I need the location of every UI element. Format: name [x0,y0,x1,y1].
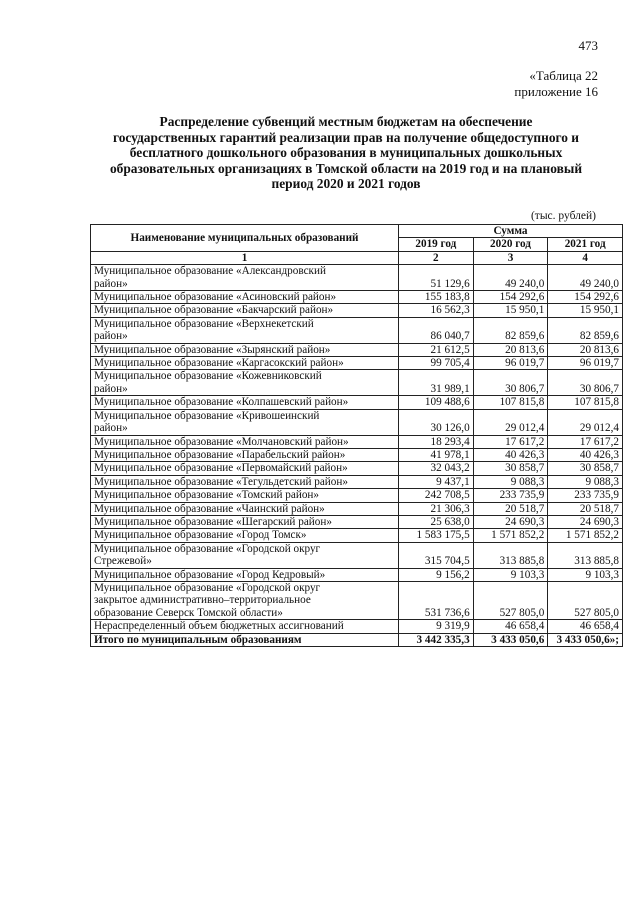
amount-2021: 107 815,8 [548,396,623,409]
amount-2021: 15 950,1 [548,304,623,317]
municipality-name-line: район» [94,422,128,435]
municipality-name-line: Муниципальное образование «Молчановский район» [94,435,349,448]
municipality-name [91,448,399,461]
table-row [91,462,623,475]
amount-2020: 527 805,0 [473,581,548,619]
municipality-name-line: Муниципальное образование «Город Кедровый» [94,568,326,581]
municipality-name [91,489,399,502]
table-row [91,265,623,291]
amount-2021: 30 806,7 [548,370,623,396]
column-index: 4 [548,251,623,264]
title-line: период 2020 и 2021 годов [271,176,421,192]
municipality-name-line: район» [94,382,128,395]
municipality-name-line: Муниципальное образование «Каргасокский район» [94,357,344,370]
header-sum: Сумма [399,225,623,238]
municipality-name-line: Муниципальное образование «Городской округ [94,542,321,555]
table-row [91,409,623,435]
municipality-name-line: Муниципальное образование «Александровский [94,265,326,278]
amount-2021: 82 859,6 [548,317,623,343]
table-row [91,304,623,317]
municipality-name-line: Муниципальное образование «Город Томск» [94,529,307,542]
municipality-name [91,396,399,409]
document-title [88,114,604,192]
amount-2019: 32 043,2 [399,462,474,475]
amount-2019: 41 978,1 [399,448,474,461]
municipality-name-line: Муниципальное образование «Тегульдетский район» [94,475,348,488]
amount-2019: 16 562,3 [399,304,474,317]
municipality-name [91,475,399,488]
municipality-name-line: Стрежевой» [94,555,152,568]
table-row [91,568,623,581]
amount-2020: 9 088,3 [473,475,548,488]
amount-2019: 30 126,0 [399,409,474,435]
municipality-name-line: Муниципальное образование «Асиновский район» [94,291,337,304]
amount-2020: 1 571 852,2 [473,529,548,542]
amount-2020: 82 859,6 [473,317,548,343]
amount-2020: 154 292,6 [473,291,548,304]
municipality-name [91,542,399,568]
municipality-name-line: Муниципальное образование «Зырянский район» [94,343,331,356]
table-row [91,502,623,515]
total-label: Итого по муниципальным образованиям [91,633,399,646]
table-row [91,529,623,542]
municipality-name-line: Муниципальное образование «Томский район» [94,489,319,502]
table-row [91,343,623,356]
municipality-name-line: район» [94,330,128,343]
amount-2019: 31 989,1 [399,370,474,396]
amount-2019: 1 583 175,5 [399,529,474,542]
municipality-name [91,409,399,435]
units-label: (тыс. рублей) [530,210,596,222]
municipality-name [91,317,399,343]
column-index: 1 [91,251,399,264]
municipality-name [91,291,399,304]
amount-2020: 29 012,4 [473,409,548,435]
total-2019: 3 442 335,3 [399,633,474,646]
table-row [91,357,623,370]
amount-2020: 17 617,2 [473,435,548,448]
amount-2019: 109 488,6 [399,396,474,409]
amount-2019: 25 638,0 [399,515,474,528]
table-row [91,515,623,528]
page-number: 473 [578,38,598,53]
title-line: бесплатного дошкольного образования в муниципальных дошкольных [129,145,563,161]
amount-2020: 9 103,3 [473,568,548,581]
municipality-name-line: Муниципальное образование «Городской округ [94,581,321,594]
municipality-name [91,265,399,291]
amount-2020: 15 950,1 [473,304,548,317]
municipality-name-line: образование Северск Томской области» [94,606,283,619]
amount-2021: 46 658,4 [548,620,623,633]
amount-2020: 46 658,4 [473,620,548,633]
table-row [91,370,623,396]
municipality-name [91,502,399,515]
municipality-name [91,568,399,581]
amount-2020: 24 690,3 [473,515,548,528]
reference-table-label: «Таблица 22 [529,68,598,83]
municipality-name-line: район» [94,277,128,290]
municipality-name [91,529,399,542]
amount-2021: 9 088,3 [548,475,623,488]
municipality-name-line: Муниципальное образование «Парабельский район» [94,448,346,461]
table-row [91,448,623,461]
amount-2019: 51 129,6 [399,265,474,291]
amount-2021: 40 426,3 [548,448,623,461]
amount-2019: 315 704,5 [399,542,474,568]
amount-2020: 20 518,7 [473,502,548,515]
table-reference [514,68,598,100]
amount-2020: 313 885,8 [473,542,548,568]
column-index: 2 [399,251,474,264]
title-line: Распределение субвенций местным бюджетам на обеспечение [159,114,533,129]
title-line: государственных гарантий реализации прав на получение общедоступного и [112,129,580,145]
municipality-name-line: Муниципальное образование «Бакчарский район» [94,304,334,317]
total-row [91,633,623,646]
amount-2021: 9 103,3 [548,568,623,581]
municipality-name-line: Муниципальное образование «Кожевниковский [94,370,322,383]
amount-2021: 30 858,7 [548,462,623,475]
municipality-name [91,435,399,448]
municipality-name [91,620,399,633]
amount-2021: 96 019,7 [548,357,623,370]
table-row [91,435,623,448]
amount-2019: 9 156,2 [399,568,474,581]
municipality-name-line: Муниципальное образование «Кривошеинский [94,409,320,422]
municipality-name-line: Муниципальное образование «Верхнекетский [94,317,314,330]
amount-2019: 9 319,9 [399,620,474,633]
table-row [91,620,623,633]
amount-2019: 21 306,3 [399,502,474,515]
amount-2019: 18 293,4 [399,435,474,448]
amount-2021: 24 690,3 [548,515,623,528]
amount-2021: 17 617,2 [548,435,623,448]
amount-2020: 30 806,7 [473,370,548,396]
table-row [91,489,623,502]
amount-2020: 20 813,6 [473,343,548,356]
municipality-name-line: Муниципальное образование «Чаинский район» [94,502,325,515]
amount-2021: 527 805,0 [548,581,623,619]
column-index: 3 [473,251,548,264]
municipality-name [91,343,399,356]
amount-2019: 242 708,5 [399,489,474,502]
total-2021: 3 433 050,6»; [548,633,623,646]
municipality-name-line: закрытое административно–территориальное [94,594,311,607]
header-year-2019: 2019 год [399,238,474,251]
subsidy-table [90,224,623,647]
municipality-name-line: Муниципальное образование «Первомайский район» [94,462,348,475]
municipality-name [91,357,399,370]
amount-2019: 9 437,1 [399,475,474,488]
municipality-name-line: Муниципальное образование «Колпашевский район» [94,396,349,409]
amount-2021: 20 813,6 [548,343,623,356]
amount-2019: 155 183,8 [399,291,474,304]
table-row [91,291,623,304]
amount-2020: 40 426,3 [473,448,548,461]
total-2020: 3 433 050,6 [473,633,548,646]
reference-appendix-label: приложение 16 [514,84,598,99]
amount-2020: 49 240,0 [473,265,548,291]
amount-2021: 154 292,6 [548,291,623,304]
header-year-2020: 2020 год [473,238,548,251]
amount-2020: 233 735,9 [473,489,548,502]
amount-2020: 107 815,8 [473,396,548,409]
table-row [91,317,623,343]
amount-2019: 86 040,7 [399,317,474,343]
table-body [91,265,623,633]
amount-2021: 1 571 852,2 [548,529,623,542]
amount-2020: 30 858,7 [473,462,548,475]
table-row [91,475,623,488]
municipality-name [91,462,399,475]
municipality-name [91,370,399,396]
amount-2019: 531 736,6 [399,581,474,619]
amount-2021: 20 518,7 [548,502,623,515]
municipality-name-line: Муниципальное образование «Шегарский район» [94,515,332,528]
title-line: образовательных организациях в Томской области на 2019 год и на плановый [109,160,583,176]
header-municipality: Наименование муниципальных образований [91,225,399,252]
amount-2019: 21 612,5 [399,343,474,356]
municipality-name [91,304,399,317]
amount-2020: 96 019,7 [473,357,548,370]
municipality-name [91,515,399,528]
amount-2021: 29 012,4 [548,409,623,435]
table-row [91,396,623,409]
amount-2021: 313 885,8 [548,542,623,568]
municipality-name-line: Нераспределенный объем бюджетных ассигнований [94,620,344,633]
amount-2021: 233 735,9 [548,489,623,502]
municipality-name [91,581,399,619]
table-row [91,581,623,619]
amount-2019: 99 705,4 [399,357,474,370]
amount-2021: 49 240,0 [548,265,623,291]
table-row [91,542,623,568]
header-year-2021: 2021 год [548,238,623,251]
